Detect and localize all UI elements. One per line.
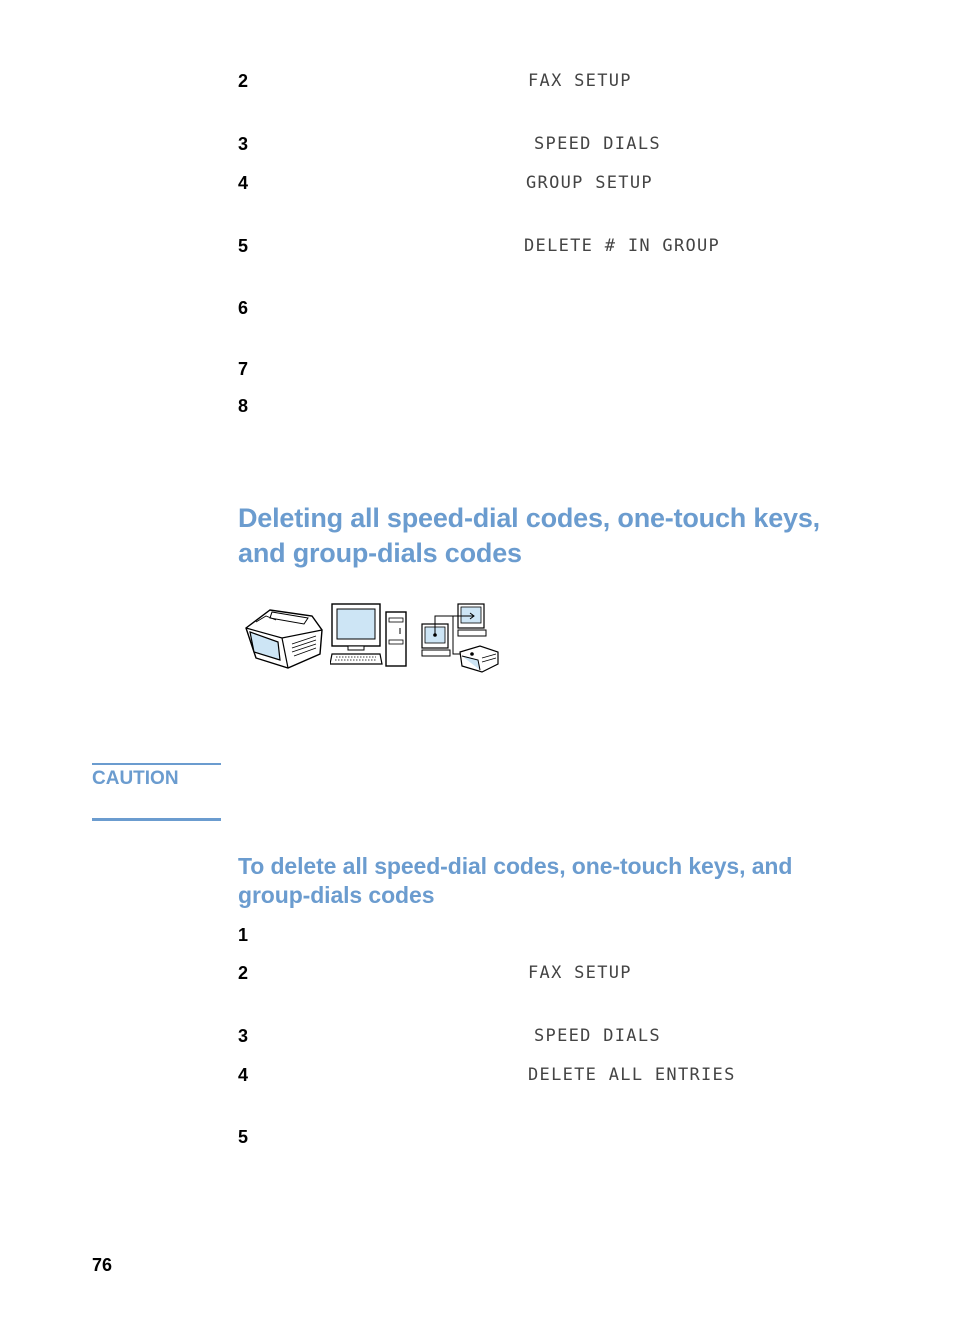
step-number: 7 (238, 359, 249, 379)
lcd-message: SPEED DIALS (534, 1026, 661, 1046)
lcd-message: GROUP SETUP (526, 173, 653, 193)
lcd-message: DELETE ALL ENTRIES (528, 1065, 736, 1085)
section-heading-line: Deleting all speed-dial codes, one-touch keys, (238, 503, 820, 533)
caution-bottom-rule (92, 818, 221, 821)
step-number: 3 (238, 134, 249, 154)
caution-label: CAUTION (92, 768, 179, 789)
procedure-heading (238, 852, 928, 910)
step-number: 2 (238, 963, 249, 983)
step-number: 1 (238, 925, 249, 945)
step-number: 5 (238, 236, 249, 256)
lcd-message: DELETE # IN GROUP (524, 236, 721, 256)
step-number: 3 (238, 1026, 249, 1046)
procedure-heading-line: group-dials codes (238, 882, 435, 908)
step-number: 5 (238, 1127, 249, 1147)
fax-machine-icon (242, 602, 324, 672)
section-heading-line: and group-dials codes (238, 538, 522, 568)
step-number: 4 (238, 173, 249, 193)
procedure-heading-line: To delete all speed-dial codes, one-touch keys, and (238, 853, 793, 879)
lcd-message: SPEED DIALS (534, 134, 661, 154)
lcd-message: FAX SETUP (528, 71, 632, 91)
page-number: 76 (92, 1255, 113, 1275)
computer-icon (330, 602, 410, 668)
network-icon (420, 602, 502, 676)
step-number: 8 (238, 396, 249, 416)
step-number: 2 (238, 71, 249, 91)
product-icons (242, 600, 504, 676)
caution-top-rule (92, 763, 221, 765)
section-heading (238, 501, 928, 571)
step-number: 6 (238, 298, 249, 318)
step-number: 4 (238, 1065, 249, 1085)
lcd-message: FAX SETUP (528, 963, 632, 983)
